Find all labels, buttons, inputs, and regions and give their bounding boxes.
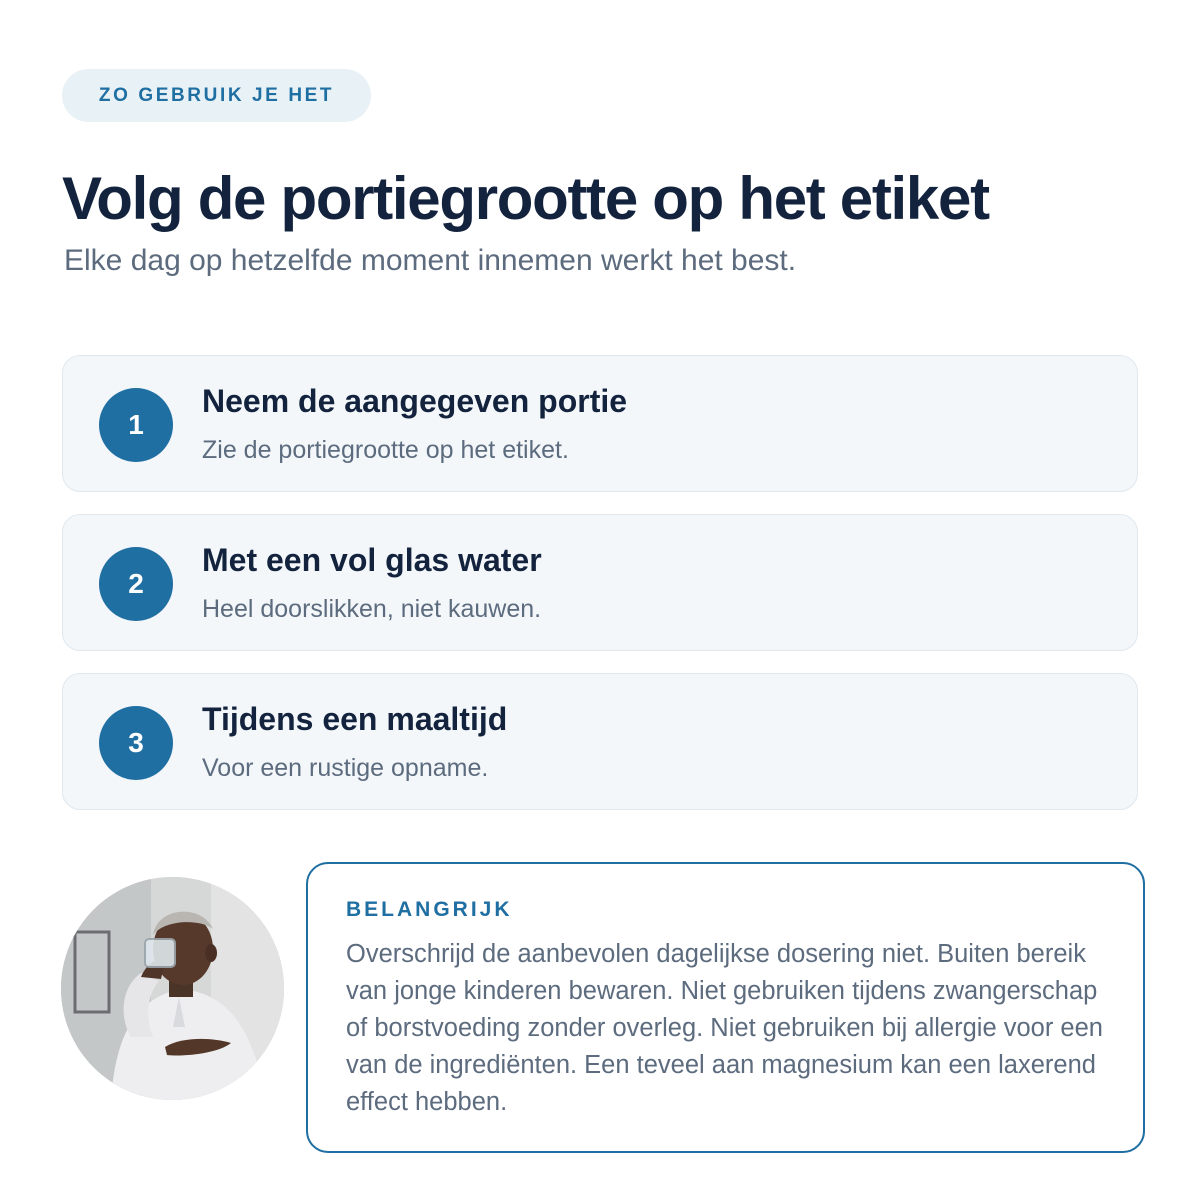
step-description: Heel doorslikken, niet kauwen.	[202, 595, 542, 623]
step-card	[62, 673, 1138, 810]
person-drinking-water-photo	[61, 877, 284, 1100]
photo-illustration	[61, 877, 284, 1100]
step-number-badge: 1	[99, 388, 173, 462]
warning-label: BELANGRIJK	[346, 898, 513, 921]
page-subtitle: Elke dag op hetzelfde moment innemen werkt het best.	[64, 244, 797, 277]
step-title: Tijdens een maaltijd	[202, 701, 508, 737]
steps-list	[62, 355, 1138, 832]
step-number-badge: 2	[99, 547, 173, 621]
step-card	[62, 355, 1138, 492]
step-card	[62, 514, 1138, 651]
step-description: Zie de portiegrootte op het etiket.	[202, 436, 569, 464]
step-title: Neem de aangegeven portie	[202, 383, 628, 419]
page-title: Volg de portiegrootte op het etiket	[62, 165, 989, 232]
step-description: Voor een rustige opname.	[202, 754, 489, 782]
warning-box	[306, 862, 1145, 1153]
step-number-badge: 3	[99, 706, 173, 780]
warning-text: Overschrijd de aanbevolen dagelijkse dosering niet. Buiten bereik van jonge kinderen bewaren. Niet gebruiken tijdens zwangerschap of borstvoeding zonder overleg. Niet gebruiken bij allergie voor een van de ingrediënten. Een teveel aan magnesium kan een laxerend effect hebben.	[346, 940, 1103, 1116]
section-tag: ZO GEBRUIK JE HET	[62, 69, 371, 122]
step-title: Met een vol glas water	[202, 542, 542, 578]
